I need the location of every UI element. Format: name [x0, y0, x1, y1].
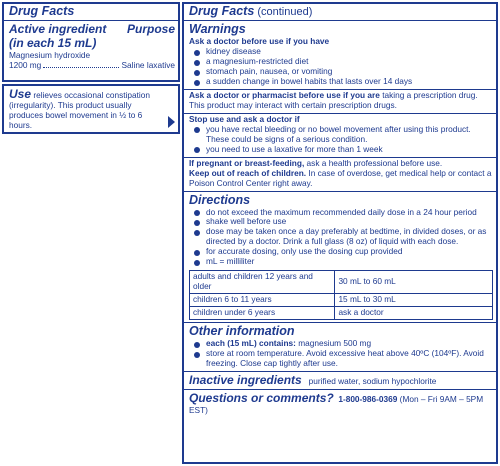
contains-value: magnesium 500 mg — [295, 338, 372, 349]
use-section — [4, 86, 178, 133]
keep-out-warning — [189, 169, 493, 189]
ask-pharmacist-text: taking a prescription drug. This product may interact with certain prescription drugs. — [189, 89, 478, 110]
ask-pharmacist-section — [184, 90, 496, 114]
list-item: dose may be taken once a day preferably at bedtime, in divided doses, or as directed by a doctor. Drink a full glass (8 oz) of liquid with each dose. — [189, 227, 493, 247]
list-item: you need to use a laxative for more than 1 week — [189, 145, 493, 155]
list-item: do not exceed the maximum recommended daily dose in a 24 hour period — [189, 208, 493, 218]
use-text: relieves occasional constipation (irregularity). This product usually produces bowel movement in ½ to 6 hours. — [9, 90, 151, 131]
other-information-list — [189, 339, 493, 369]
directions-heading: Directions — [189, 192, 251, 207]
stop-use-heading: Stop use and ask a doctor if — [189, 113, 300, 124]
active-heading-line1: Active ingredient — [9, 22, 107, 36]
list-item: a sudden change in bowel habits that lasts over 14 days — [189, 77, 493, 87]
other-information-heading: Other information — [189, 324, 295, 339]
active-ingredient-section — [4, 21, 178, 73]
questions-section — [184, 390, 496, 417]
warnings-heading: Warnings — [189, 22, 246, 37]
dosage-table — [189, 270, 493, 320]
stop-use-list — [189, 125, 493, 155]
ingredient-amount: 1200 mg — [9, 59, 42, 70]
inactive-ingredients-heading: Inactive ingredients — [189, 372, 302, 387]
phone-number: 1-800-986-0369 — [338, 394, 398, 405]
active-ingredient-heading — [9, 22, 106, 51]
pregnancy-heading: If pregnant or breast-feeding, — [189, 157, 305, 168]
keep-out-heading: Keep out of reach of children. — [189, 167, 307, 178]
list-item: for accurate dosing, only use the dosing cup provided — [189, 247, 493, 257]
right-title: Drug Facts — [189, 4, 255, 18]
purpose-heading: Purpose — [126, 22, 175, 36]
table-cell: children under 6 years — [190, 307, 335, 320]
use-panel — [2, 84, 180, 134]
table-cell: adults and children 12 years and older — [190, 271, 335, 294]
list-item: you have rectal bleeding or no bowel movement after using this product. These could be signs of a serious condition. — [189, 125, 493, 145]
list-item: stomach pain, nausea, or vomiting — [189, 67, 493, 77]
pregnancy-keepout-section — [184, 158, 496, 192]
table-cell: 15 mL to 30 mL — [335, 294, 493, 307]
table-row — [190, 294, 493, 307]
continue-arrow-icon — [168, 116, 175, 128]
list-item: mL = milliliter — [189, 257, 493, 267]
questions-heading: Questions or comments? — [189, 391, 334, 406]
right-title-continued: (continued) — [254, 6, 313, 18]
right-title-section — [184, 4, 496, 21]
list-item: shake well before use — [189, 217, 493, 227]
drug-facts-continued-panel — [182, 2, 498, 464]
ask-doctor-heading: Ask a doctor before use if you have — [189, 36, 330, 47]
table-row — [190, 307, 493, 320]
contains-label: each (15 mL) contains: — [206, 338, 296, 349]
use-heading: Use — [9, 87, 32, 101]
directions-list — [189, 208, 493, 268]
list-item: kidney disease — [189, 47, 493, 57]
active-heading-row — [9, 22, 175, 51]
other-information-section — [184, 323, 496, 372]
leader-dots — [43, 67, 119, 68]
pregnancy-text: ask a health professional before use. — [304, 157, 443, 168]
active-heading-line2: (in each 15 mL) — [9, 36, 97, 51]
ingredient-purpose: Saline laxative — [121, 59, 175, 70]
table-row — [190, 271, 493, 294]
ask-doctor-list — [189, 47, 493, 87]
inactive-ingredients-section — [184, 372, 496, 390]
inactive-ingredients-text: purified water, sodium hypochlorite — [308, 375, 437, 386]
active-ingredient-panel — [2, 2, 180, 82]
directions-section — [184, 192, 496, 324]
table-cell: 30 mL to 60 mL — [335, 271, 493, 294]
stop-use-section — [184, 114, 496, 158]
phone-hours: (Mon – Fri 9AM – 5PM EST) — [189, 394, 484, 415]
left-title-section — [4, 4, 178, 21]
left-title: Drug Facts — [9, 4, 75, 18]
ingredient-row — [9, 61, 175, 71]
ingredient-name: Magnesium hydroxide — [9, 49, 91, 60]
table-cell: children 6 to 11 years — [190, 294, 335, 307]
list-item: store at room temperature. Avoid excessive heat above 40ºC (104ºF). Avoid freezing. Close cap tightly after use. — [189, 349, 493, 369]
keep-out-text: In case of overdose, get medical help or contact a Poison Control Center right away. — [189, 167, 492, 188]
list-item: a magnesium-restricted diet — [189, 57, 493, 67]
warnings-section — [184, 21, 496, 90]
ask-pharmacist-heading: Ask a doctor or pharmacist before use if you are — [189, 89, 380, 100]
table-cell: ask a doctor — [335, 307, 493, 320]
